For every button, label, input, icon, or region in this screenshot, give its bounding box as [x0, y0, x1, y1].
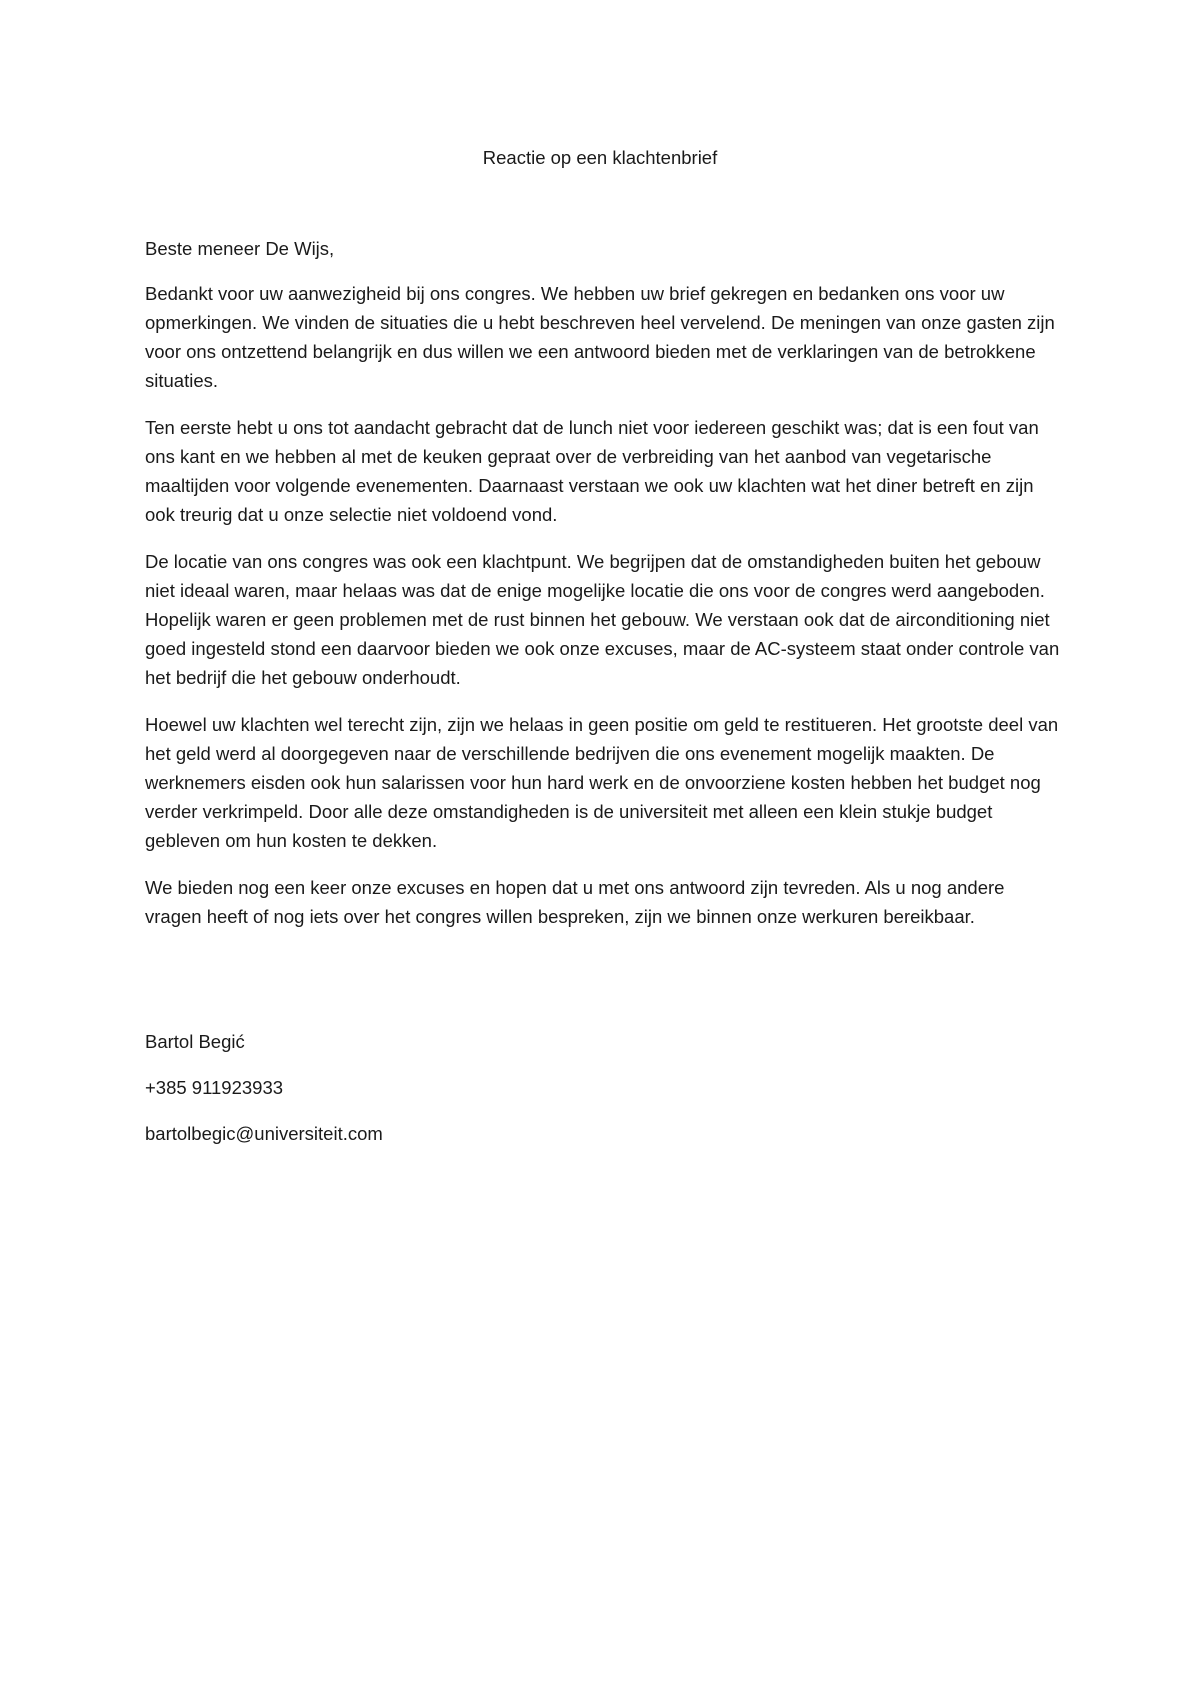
signature-block: [145, 1027, 1065, 1165]
signature-name: Bartol Begić: [145, 1031, 245, 1052]
paragraph-closing: We bieden nog een keer onze excuses en hopen dat u met ons antwoord zijn tevreden. Als u nog andere vragen heeft of nog iets over het congres willen bespreken, zijn we binnen onze werkuren bereikbaar.: [145, 877, 1005, 927]
paragraph-thanks: Bedankt voor uw aanwezigheid bij ons congres. We hebben uw brief gekregen en bedanken ons voor uw opmerkingen. We vinden de situaties die u hebt beschreven heel vervelend. De meningen van onze gasten zijn voor ons ontzettend belangrijk en dus willen we een antwoord bieden met de verklaringen van de betrokkene situaties.: [145, 283, 1055, 391]
paragraph-refund: Hoewel uw klachten wel terecht zijn, zijn we helaas in geen positie om geld te restitueren. Het grootste deel van het geld werd al doorgegeven naar de verschillende bedrijven die ons evenement mogelijk maakten. De werknemers eisden ook hun salarissen voor hun hard werk en de onvoorziene kosten hebben het budget nog verder verkrimpeld. Door alle deze omstandigheden is de universiteit met alleen een klein stukje budget gebleven om hun kosten te dekken.: [145, 714, 1059, 851]
signature-email: bartolbegic@universiteit.com: [145, 1123, 383, 1144]
letter-body: [145, 234, 1065, 949]
signature-phone: +385 911923933: [145, 1077, 284, 1098]
paragraph-location: De locatie van ons congres was ook een klachtpunt. We begrijpen dat de omstandigheden buiten het gebouw niet ideaal waren, maar helaas was dat de enige mogelijke locatie die ons voor de congres werd aangeboden. Hopelijk waren er geen problemen met de rust binnen het gebouw. We verstaan ook dat de airconditioning niet goed ingesteld stond een daarvoor bieden we ook onze excuses, maar de AC-systeem staat onder controle van het bedrijf die het gebouw onderhoudt.: [145, 551, 1060, 688]
letter-title: Reactie op een klachtenbrief: [482, 147, 718, 168]
paragraph-food: Ten eerste hebt u ons tot aandacht gebracht dat de lunch niet voor iedereen geschikt was; dat is een fout van ons kant en we hebben al met de keuken gepraat over de verbreiding van het aanbod van vegetarische maaltijden voor volgende evenementen. Daarnaast verstaan we ook uw klachten wat het diner betreft en zijn ook treurig dat u onze selectie niet voldoend vond.: [145, 417, 1039, 525]
salutation: Beste meneer De Wijs,: [145, 238, 335, 259]
